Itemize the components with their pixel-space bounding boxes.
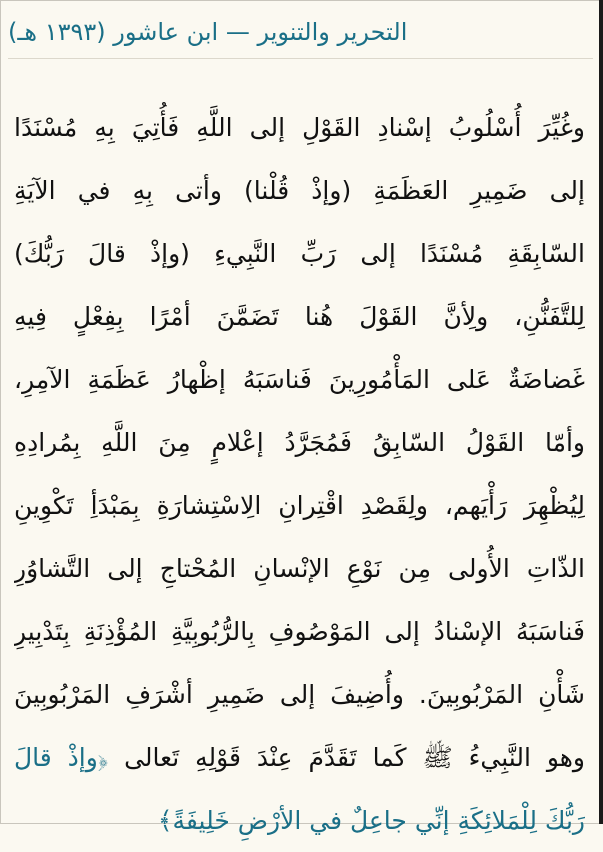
quran-verse-start[interactable]: ﴿وإذْ قالَ (14, 743, 109, 772)
book-title[interactable]: التحرير والتنوير — ابن عاشور (١٣٩٣ هـ) (8, 18, 408, 46)
page-header (8, 6, 593, 59)
screen-edge (599, 0, 603, 824)
tafsir-text (14, 96, 585, 852)
text-line: وأمّا القَوْلُ السّابِقُ فَمُجَرَّدُ إعْلامٍ مِنَ اللَّهِ بِمُرادِهِ (14, 428, 585, 457)
text-line: السّابِقَةِ مُسْنَدًا إلى رَبِّ النَّبِيءِ (وإذْ قالَ رَبُّكَ) (14, 239, 585, 268)
text-segment: وهو النَّبِيءُ ﷺ كَما تَقَدَّمَ عِنْدَ قَوْلِهِ تَعالى (124, 743, 585, 772)
text-line: وغُيِّرَ أُسْلُوبُ إسْنادِ القَوْلِ إلى اللَّهِ فَأُتِيَ بِهِ مُسْنَدًا (14, 113, 585, 142)
text-line: إلى ضَمِيرِ العَظَمَةِ (وإذْ قُلْنا) وأتى بِهِ في الآيَةِ (14, 176, 585, 205)
text-line: فَناسَبَهُ الإسْنادُ إلى المَوْصُوفِ بِالرُّبُوبِيَّةِ المُؤْذِنَةِ بِتَدْبِيرِ (14, 617, 585, 646)
text-line: لِلتَّفَنُّنِ، ولِأنَّ القَوْلَ هُنا تَضَمَّنَ أمْرًا بِفِعْلٍ فِيهِ (14, 302, 585, 331)
quran-verse-end[interactable]: رَبُّكَ لِلْمَلائِكَةِ إنِّي جاعِلٌ في الأرْضِ خَلِيفَةً﴾ (157, 806, 585, 835)
text-line: لِيُظْهِرَ رَأْيَهم، ولِقَصْدِ اقْتِرانِ الِاسْتِشارَةِ بِمَبْدَأِ تَكْوِينِ (14, 491, 585, 520)
text-line: غَضاضَةٌ عَلى المَأْمُورِينَ فَناسَبَهُ إظْهارُ عَظَمَةِ الآمِرِ، (14, 365, 585, 394)
text-line: الذّاتِ الأُولى مِن نَوْعِ الإنْسانِ المُحْتاجِ إلى التَّشاوُرِ (14, 554, 585, 583)
text-line-with-verse (14, 726, 585, 789)
text-line: شَأْنِ المَرْبُوبِينَ. وأُضِيفَ إلى ضَمِيرِ أشْرَفِ المَرْبُوبِينَ (14, 680, 585, 709)
